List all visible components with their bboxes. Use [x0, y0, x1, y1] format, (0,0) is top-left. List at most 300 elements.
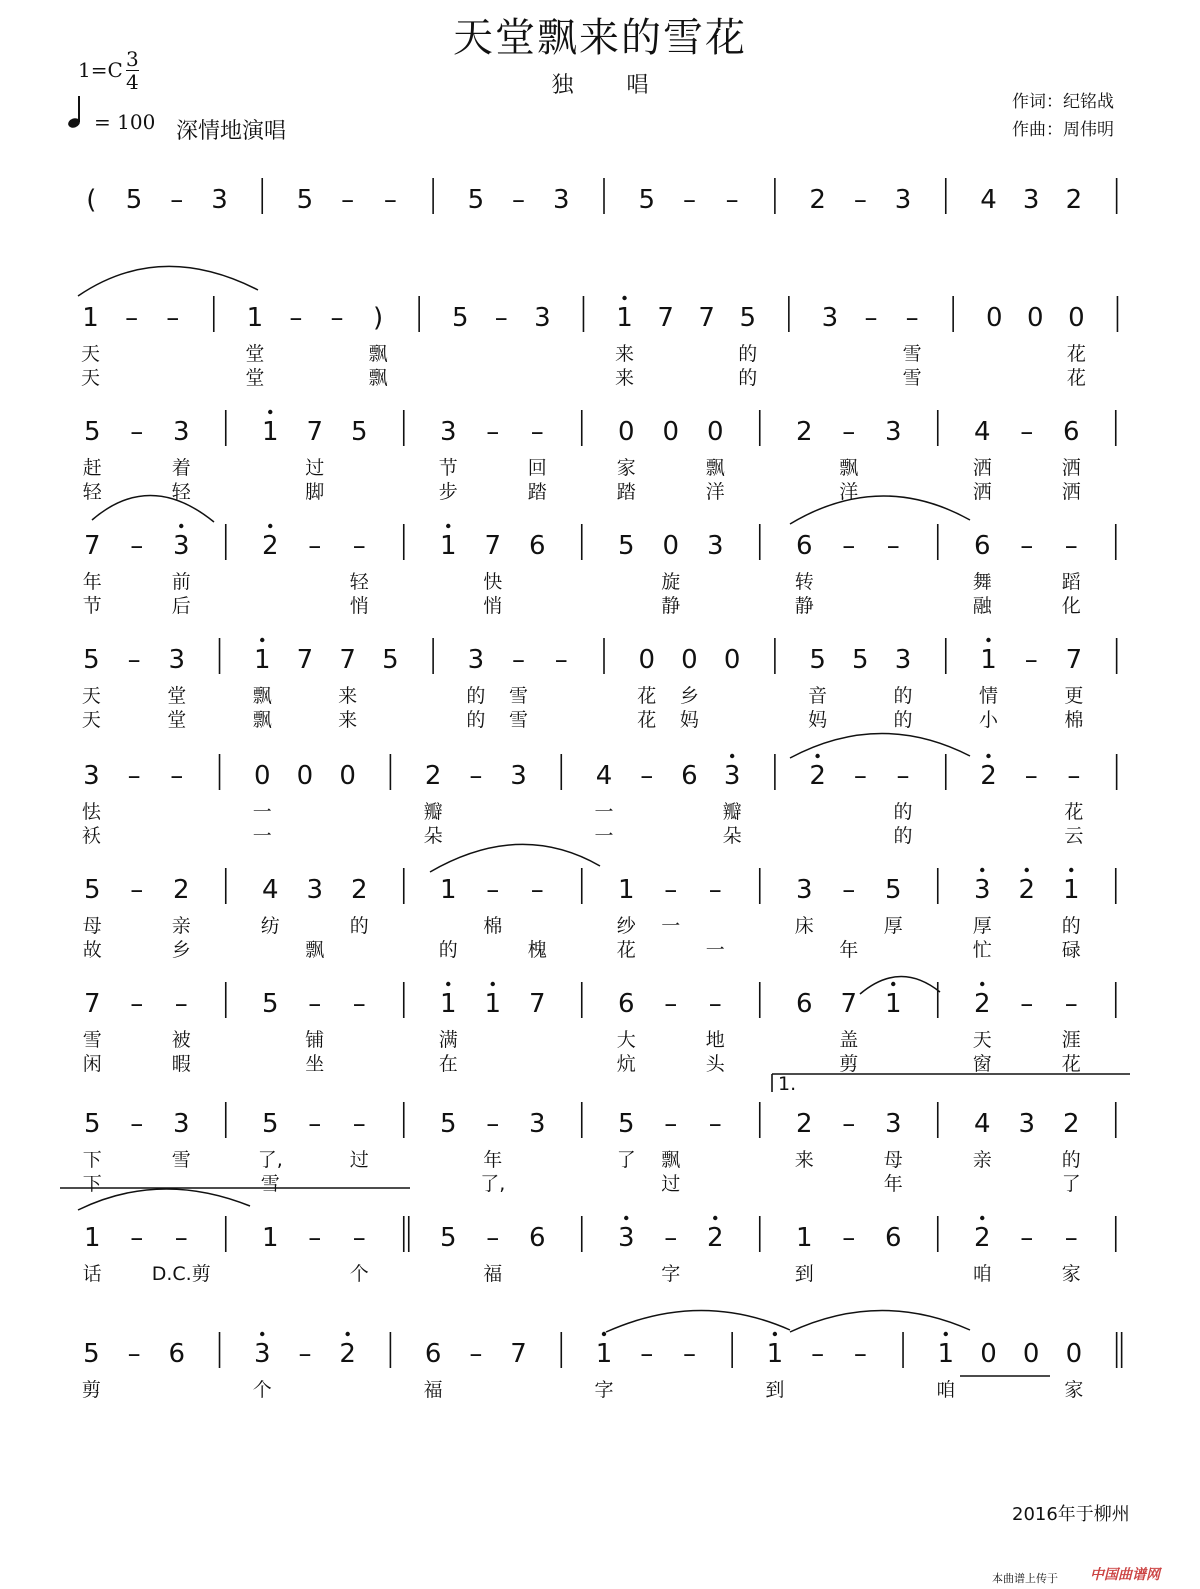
note: 2 [1062, 1109, 1080, 1139]
high-octave-dot [260, 1332, 264, 1336]
note: 2 [172, 875, 190, 905]
note: – [1020, 417, 1034, 447]
composer: 作曲：周伟明 [1012, 120, 1114, 140]
note: – [130, 875, 144, 905]
lyric-verse-2: 堂 [167, 709, 187, 731]
lyric-verse-2: 来 [338, 709, 358, 731]
note: 1 [439, 531, 457, 561]
note: 3 [467, 645, 485, 675]
lyric-verse-1: 纱 [616, 915, 636, 937]
note: – [512, 185, 526, 215]
lyric-verse-2: 的 [466, 709, 486, 731]
lyric-verse-1: 着 [171, 457, 191, 479]
lyric-verse-1: 赶 [82, 457, 102, 479]
note: 3 [553, 185, 570, 215]
note: 5 [439, 1109, 457, 1139]
note: 5 [884, 875, 902, 905]
lyric-verse-2: 花 [637, 709, 657, 731]
note: 0 [638, 645, 655, 675]
lyric-verse-1: 母 [883, 1149, 903, 1171]
note: 7 [83, 531, 101, 561]
note: 2 [795, 417, 813, 447]
lyric-verse-1: 了, [257, 1149, 283, 1171]
high-octave-dot [1069, 868, 1073, 872]
expression-marking: 深情地演唱 [176, 119, 287, 144]
lyric-verse-2: 天 [81, 709, 101, 731]
note: 6 [528, 531, 546, 561]
lyric-verse-1: 一 [661, 915, 681, 937]
high-octave-dot [986, 638, 990, 642]
note: 5 [83, 1339, 100, 1369]
lyric-verse-1: 飘 [705, 457, 725, 479]
note: 7 [339, 645, 356, 675]
lyric-verse-2: 小 [978, 709, 998, 731]
lyric-verse-2: 洒 [1061, 481, 1081, 503]
note: – [308, 1109, 322, 1139]
note: – [170, 185, 184, 215]
lyric-verse-2: 袄 [81, 825, 101, 847]
lyric-verse-2: 飘 [252, 709, 272, 731]
site-logo: 中国曲谱网 [1090, 1567, 1160, 1583]
note: – [1064, 1223, 1078, 1253]
note: – [486, 1223, 500, 1253]
note: – [842, 531, 856, 561]
lyric-verse-1: 个 [252, 1379, 272, 1401]
note: 6 [973, 531, 991, 561]
lyric-verse-2: 天 [81, 367, 101, 389]
lyric-verse-2: 来 [615, 367, 635, 389]
note: – [494, 303, 508, 333]
note: 5 [617, 531, 635, 561]
note: – [308, 989, 322, 1019]
lyric-verse-2: 后 [171, 595, 191, 617]
note: 2 [1065, 185, 1083, 215]
note: 4 [595, 761, 613, 791]
lyricist: 作词：纪铭战 [1012, 92, 1114, 112]
lyric-verse-1: 亲 [972, 1149, 992, 1171]
lyric-verse-2: 的 [893, 709, 913, 731]
lyric-verse-1: 旋 [661, 571, 681, 593]
upload-note: 本曲谱上传于 [992, 1572, 1058, 1585]
note: 2 [424, 761, 442, 791]
note: 6 [795, 531, 813, 561]
note: – [886, 531, 900, 561]
lyric-verse-2: 洒 [972, 481, 992, 503]
note: – [352, 989, 366, 1019]
lyric-verse-1: 母 [82, 915, 102, 937]
note: 3 [172, 531, 190, 561]
note: – [352, 1109, 366, 1139]
lyric-verse-1: 瓣 [722, 801, 742, 823]
slur [790, 496, 970, 524]
lyric-verse-1: 洒 [1061, 457, 1081, 479]
high-octave-dot [446, 982, 450, 986]
lyric-verse-1: 雪 [902, 343, 922, 365]
note: 5 [739, 303, 757, 333]
lyric-verse-1: 福 [483, 1263, 503, 1285]
note: – [469, 761, 483, 791]
note: 1 [980, 645, 997, 675]
lyric-verse-1: 字 [594, 1379, 614, 1401]
lyric-verse-1: 飘 [839, 457, 859, 479]
note: 1 [1062, 875, 1080, 905]
lyric-verse-2: 花 [1066, 367, 1086, 389]
slur [430, 844, 600, 872]
lyric-verse-2: 云 [1064, 825, 1084, 847]
lyric-verse-2: 飘 [368, 367, 388, 389]
note: – [486, 417, 500, 447]
note: – [352, 1223, 366, 1253]
note: 3 [168, 645, 186, 675]
lyric-verse-1: 前 [171, 571, 191, 593]
lyric-verse-1: D.C.剪 [151, 1263, 211, 1285]
note: 1 [484, 989, 502, 1019]
lyric-verse-2: 脚 [305, 481, 325, 503]
lyric-verse-1: 个 [349, 1263, 369, 1285]
high-octave-dot [260, 638, 264, 642]
note: 0 [662, 417, 680, 447]
lyric-verse-1: 剪 [81, 1379, 101, 1401]
lyric-verse-2: 花 [1061, 1053, 1081, 1075]
note: 7 [528, 989, 546, 1019]
lyric-verse-2: 了, [480, 1173, 506, 1195]
note: – [554, 645, 568, 675]
note: 3 [795, 875, 813, 905]
note: 1 [595, 1339, 613, 1369]
lyric-verse-2: 的 [438, 939, 458, 961]
lyric-verse-1: 过 [349, 1149, 369, 1171]
lyric-verse-1: 天 [972, 1029, 992, 1051]
lyric-verse-2: 融 [972, 595, 992, 617]
note: – [1024, 645, 1038, 675]
note: – [708, 1109, 722, 1139]
lyric-verse-2: 的 [893, 825, 913, 847]
lyric-verse-1: 咱 [972, 1263, 992, 1285]
lyric-verse-1: 过 [305, 457, 325, 479]
note: 1 [261, 1223, 279, 1253]
note: 0 [662, 531, 680, 561]
lyric-verse-1: 飘 [368, 343, 388, 365]
lyric-verse-2: 步 [438, 481, 458, 503]
note: 1 [246, 303, 264, 333]
note: – [708, 875, 722, 905]
note: 5 [350, 417, 368, 447]
lyric-verse-2: 年 [839, 939, 859, 961]
note: 6 [681, 761, 698, 791]
note: – [127, 761, 141, 791]
note: 2 [809, 761, 826, 791]
note: 2 [706, 1223, 724, 1253]
lyric-verse-2: 雪 [902, 367, 922, 389]
note: 5 [382, 645, 399, 675]
lyric-verse-1: 雪 [509, 685, 529, 707]
note: – [842, 1109, 856, 1139]
lyric-verse-1: 花 [637, 685, 657, 707]
lyric-verse-1: 的 [738, 343, 758, 365]
lyric-verse-1: 了 [616, 1149, 636, 1171]
high-octave-dot [980, 1216, 984, 1220]
note: 5 [852, 645, 869, 675]
note: 3 [884, 1109, 902, 1139]
note: – [864, 303, 878, 333]
lyric-verse-2: 在 [438, 1053, 458, 1075]
high-octave-dot [815, 754, 819, 758]
high-octave-dot [602, 1332, 606, 1336]
note: 3 [306, 875, 324, 905]
note: 1 [439, 989, 457, 1019]
high-octave-dot [891, 982, 895, 986]
lyric-verse-2: 闲 [82, 1053, 102, 1075]
note: – [308, 1223, 322, 1253]
lyric-verse-2: 槐 [527, 939, 547, 961]
lyric-verse-1: 下 [82, 1149, 102, 1171]
high-octave-dot [622, 296, 626, 300]
lyric-verse-2: 轻 [82, 481, 102, 503]
note: 1 [795, 1223, 813, 1253]
note: – [469, 1339, 483, 1369]
lyric-verse-2: 雪 [260, 1173, 280, 1195]
note: – [1020, 531, 1034, 561]
lyric-verse-1: 轻 [349, 571, 369, 593]
lyric-verse-1: 节 [438, 457, 458, 479]
note: 6 [424, 1339, 442, 1369]
note: 3 [894, 185, 912, 215]
lyric-verse-1: 来 [338, 685, 358, 707]
note: – [811, 1339, 825, 1369]
note: 1 [439, 875, 457, 905]
lyric-verse-2: 坐 [305, 1053, 325, 1075]
lyric-verse-1: 堂 [167, 685, 187, 707]
note: – [170, 761, 184, 791]
lyric-verse-1: 一 [594, 801, 614, 823]
note: – [330, 303, 344, 333]
note: 4 [980, 185, 997, 215]
note: 0 [1027, 303, 1044, 333]
lyric-verse-1: 的 [893, 801, 913, 823]
note: 3 [1022, 185, 1040, 215]
note: 3 [172, 417, 190, 447]
note: – [853, 185, 867, 215]
lyric-verse-2: 炕 [616, 1053, 636, 1075]
lyric-verse-1: 天 [81, 685, 101, 707]
note: 7 [83, 989, 101, 1019]
lyric-verse-1: 字 [661, 1263, 681, 1285]
lyric-verse-1: 飘 [252, 685, 272, 707]
note: 7 [657, 303, 674, 333]
note: – [130, 417, 144, 447]
note: 1 [617, 875, 635, 905]
lyric-verse-1: 家 [616, 457, 636, 479]
lyric-verse-2: 棉 [1064, 709, 1084, 731]
lyric-verse-2: 悄 [349, 595, 369, 617]
note: – [664, 989, 678, 1019]
lyric-verse-2: 堂 [245, 367, 265, 389]
note: 4 [973, 417, 991, 447]
note: 5 [83, 1109, 101, 1139]
note: – [640, 1339, 654, 1369]
note: – [664, 875, 678, 905]
note: – [125, 303, 139, 333]
note: 2 [350, 875, 368, 905]
note: 4 [261, 875, 279, 905]
note: – [842, 1223, 856, 1253]
note: – [1020, 989, 1034, 1019]
lyric-verse-1: 年 [82, 571, 102, 593]
high-octave-dot [268, 524, 272, 528]
lyric-verse-2: 踏 [527, 481, 547, 503]
note: 5 [617, 1109, 635, 1139]
lyric-verse-2: 雪 [509, 709, 529, 731]
note: 3 [253, 1339, 271, 1369]
high-octave-dot [179, 524, 183, 528]
lyric-verse-2: 悄 [483, 595, 503, 617]
lyric-verse-2: 朵 [722, 825, 742, 847]
note: 5 [467, 185, 485, 215]
note: – [842, 875, 856, 905]
lyric-verse-1: 乡 [679, 685, 699, 707]
note: – [127, 1339, 141, 1369]
note: – [298, 1339, 312, 1369]
lyric-verse-1: 情 [978, 685, 998, 707]
lyric-verse-2: 乡 [171, 939, 191, 961]
song-title: 天堂飘来的雪花 [453, 15, 747, 61]
slur [92, 495, 214, 522]
lyric-verse-1: 花 [1064, 801, 1084, 823]
note: 3 [211, 185, 228, 215]
slur [790, 1310, 970, 1332]
note: – [725, 185, 739, 215]
high-octave-dot [268, 410, 272, 414]
note: 3 [894, 645, 912, 675]
lyric-verse-1: 一 [252, 801, 272, 823]
note: – [308, 531, 322, 561]
note: 1 [766, 1339, 784, 1369]
lyric-verse-1: 的 [466, 685, 486, 707]
note: – [530, 875, 544, 905]
high-octave-dot [980, 982, 984, 986]
lyric-verse-1: 堂 [245, 343, 265, 365]
note: 2 [1018, 875, 1036, 905]
lyric-verse-2: 静 [661, 595, 681, 617]
lyric-verse-1: 雪 [82, 1029, 102, 1051]
lyric-verse-1: 家 [1061, 1263, 1081, 1285]
meter-top: 3 [126, 47, 139, 71]
lyric-verse-2: 节 [82, 595, 102, 617]
note: 3 [884, 417, 902, 447]
note: – [289, 303, 303, 333]
lyric-verse-1: 的 [1061, 915, 1081, 937]
note: 0 [723, 645, 741, 675]
slur [78, 266, 258, 296]
lyric-verse-1: 的 [349, 915, 369, 937]
note: 3 [528, 1109, 546, 1139]
note: 6 [617, 989, 635, 1019]
note: 6 [884, 1223, 902, 1253]
note: 3 [973, 875, 991, 905]
high-octave-dot [944, 1332, 948, 1336]
note: 3 [534, 303, 551, 333]
lyric-verse-2: 妈 [808, 709, 828, 731]
lyric-verse-1: 话 [82, 1263, 102, 1285]
lyric-verse-2: 下 [82, 1173, 102, 1195]
note: – [130, 531, 144, 561]
note: – [1064, 989, 1078, 1019]
lyric-verse-1: 地 [705, 1029, 725, 1051]
note: – [486, 1109, 500, 1139]
lyric-verse-1: 被 [171, 1029, 191, 1051]
lyric-verse-2: 飘 [305, 939, 325, 961]
lyric-verse-2: 妈 [679, 709, 699, 731]
note: 1 [937, 1339, 955, 1369]
note: 6 [528, 1223, 546, 1253]
lyric-verse-1: 转 [794, 571, 814, 593]
note: – [1024, 761, 1038, 791]
lyric-verse-1: 亲 [171, 915, 191, 937]
note: – [512, 645, 526, 675]
composition-date: 2016年于柳州 [1012, 1504, 1130, 1525]
note: 2 [973, 989, 991, 1019]
note: 6 [168, 1339, 186, 1369]
key-signature: 1=C [78, 58, 123, 82]
lyric-verse-1: 快 [483, 571, 503, 593]
slur [78, 1189, 250, 1210]
lyric-verse-1: 天 [81, 343, 101, 365]
note: 7 [484, 531, 502, 561]
lyric-verse-2: 一 [594, 825, 614, 847]
lyric-verse-2: 花 [616, 939, 636, 961]
lyric-verse-2: 静 [794, 595, 814, 617]
note: 0 [339, 761, 356, 791]
note: 0 [1068, 303, 1085, 333]
note: – [853, 761, 867, 791]
note: – [166, 303, 180, 333]
lyric-verse-1: 福 [423, 1379, 443, 1401]
note: 1 [82, 303, 99, 333]
high-octave-dot [713, 1216, 717, 1220]
note: 3 [83, 761, 100, 791]
note: – [682, 185, 696, 215]
lyric-verse-1: 飘 [661, 1149, 681, 1171]
lyric-verse-2: 洋 [839, 481, 859, 503]
note: 6 [795, 989, 813, 1019]
lyric-verse-2: 碌 [1061, 939, 1081, 961]
note: 5 [439, 1223, 457, 1253]
lyric-verse-1: 床 [794, 915, 814, 937]
lyric-verse-1: 来 [615, 343, 635, 365]
lyric-verse-1: 舞 [972, 571, 992, 593]
note: 7 [510, 1339, 527, 1369]
note: 5 [296, 185, 314, 215]
note: – [842, 417, 856, 447]
note: – [905, 303, 919, 333]
high-octave-dot [980, 868, 984, 872]
note: 1 [83, 1223, 101, 1253]
note: – [664, 1223, 678, 1253]
note: 3 [706, 531, 724, 561]
note: – [1020, 1223, 1034, 1253]
note: 7 [1065, 645, 1083, 675]
note: – [130, 989, 144, 1019]
lyric-verse-2: 窗 [972, 1053, 992, 1075]
lyric-verse-1: 的 [893, 685, 913, 707]
note: 0 [296, 761, 314, 791]
high-octave-dot [624, 1216, 628, 1220]
note: 2 [980, 761, 997, 791]
note: – [708, 989, 722, 1019]
lyric-verse-1: 咱 [936, 1379, 956, 1401]
lyric-verse-2: 化 [1061, 595, 1081, 617]
high-octave-dot [446, 524, 450, 528]
